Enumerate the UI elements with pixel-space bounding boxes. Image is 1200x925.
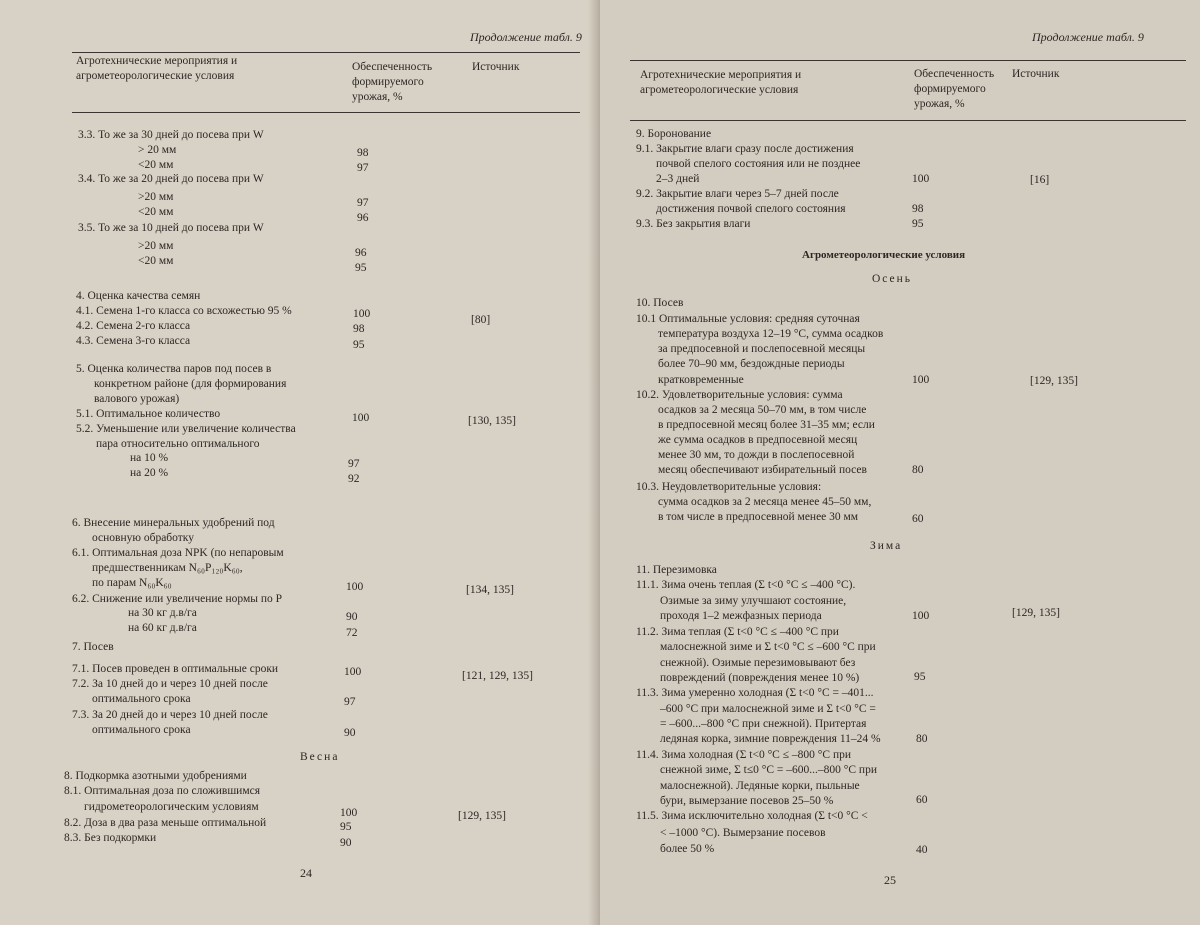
row-value: 95 xyxy=(914,671,926,683)
row-label: почвой спелого состояния или не позднее xyxy=(656,158,861,170)
row-label: 8. Подкормка азотными удобрениями xyxy=(64,770,247,782)
row-label: 9.3. Без закрытия влаги xyxy=(636,218,751,230)
row-label: 4.1. Семена 1-го класса со всхожестью 95 % xyxy=(76,305,292,317)
row-label: 7.2. За 10 дней до и через 10 дней после xyxy=(72,678,268,690)
header-col3: Источник xyxy=(1012,68,1060,80)
header-col1: Агротехнические мероприятия и агрометеорологические условия xyxy=(76,55,238,82)
row-label: 4.2. Семена 2-го класса xyxy=(76,320,191,332)
row-label: 11.1. Зима очень теплая (Σ t<0 °С ≤ –400 °С). xyxy=(636,579,856,591)
row-label: кратковременные xyxy=(658,374,744,386)
header-bottom-rule xyxy=(72,112,580,113)
row-value: 95 xyxy=(353,339,365,351)
row-label: в том числе в предпосевной менее 30 мм xyxy=(658,511,859,523)
row-label: оптимального срока xyxy=(92,693,191,705)
row-label: более 70–90 мм, бездождные периоды xyxy=(658,358,845,370)
row-label: 2–3 дней xyxy=(656,173,700,185)
row-label: 8.2. Доза в два раза меньше оптимальной xyxy=(64,817,267,829)
row-label: 6.2. Снижение или увеличение нормы по P xyxy=(72,593,283,605)
row-source: [129, 135] xyxy=(1030,375,1078,387)
row-label: на 20 % xyxy=(130,467,169,479)
row-label: ледяная корка, зимние повреждения 11–24 % xyxy=(660,733,881,745)
row-source: [134, 135] xyxy=(466,584,514,596)
row-value: 95 xyxy=(912,218,924,230)
row-label: 9. Боронование xyxy=(636,128,712,140)
row-source: [16] xyxy=(1030,174,1050,186)
page-number: 25 xyxy=(884,873,896,887)
row-label: 10.3. Неудовлетворительные условия: xyxy=(636,481,822,493)
row-label: валового урожая) xyxy=(94,393,180,405)
row-value: 98 xyxy=(353,323,365,335)
row-label: >20 мм xyxy=(138,191,174,203)
row-source: [129, 135] xyxy=(1012,607,1060,619)
row-label: конкретном районе (для формирования xyxy=(94,378,287,390)
section-winter: Зима xyxy=(870,540,903,552)
row-label: на 10 % xyxy=(130,452,169,464)
row-label: малоснежной). Ледяные корки, пыльные xyxy=(660,780,860,792)
row-value: 72 xyxy=(346,627,358,639)
row-value: 100 xyxy=(353,308,371,320)
row-label: же сумма осадков в предпосевной месяц xyxy=(658,434,858,446)
row-value: 97 xyxy=(357,197,369,209)
row-label: за предпосевной и послепосевной месяцы xyxy=(658,343,866,355)
header-col2: Обеспеченность формируемого урожая, % xyxy=(352,61,433,103)
row-value: 90 xyxy=(346,611,358,623)
row-value: 96 xyxy=(355,247,367,259)
row-value: 97 xyxy=(348,458,360,470)
row-label: гидрометеорологическим условиям xyxy=(84,801,259,813)
row-label: 7.3. За 20 дней до и через 10 дней после xyxy=(72,709,268,721)
row-value: 98 xyxy=(357,147,369,159)
header-top-rule xyxy=(630,60,1186,61)
page-number: 24 xyxy=(300,866,312,880)
row-value: 100 xyxy=(912,610,930,622)
row-label: снежной). Озимые перезимовывают без xyxy=(660,657,856,669)
row-value: 60 xyxy=(912,513,924,525)
row-value: 100 xyxy=(912,173,930,185)
row-label: 9.2. Закрытие влаги через 5–7 дней после xyxy=(636,188,839,200)
row-value: 100 xyxy=(340,807,358,819)
header-top-rule xyxy=(72,52,580,53)
row-label: менее 30 мм, то дожди в послепосевной xyxy=(658,449,855,461)
row-value: 97 xyxy=(344,696,356,708)
row-label: > 20 мм xyxy=(138,144,177,156)
row-source: [80] xyxy=(471,314,491,326)
row-label: < –1000 °С). Вымерзание посевов xyxy=(660,827,826,839)
row-label: 8.1. Оптимальная доза по сложившимся xyxy=(64,785,260,797)
row-label: 4. Оценка качества семян xyxy=(76,290,201,302)
row-label: сумма осадков за 2 месяца менее 45–50 мм, xyxy=(658,496,872,508)
row-label: предшественникам N₆₀P₁₂₀K₆₀, xyxy=(92,562,243,574)
row-value: 60 xyxy=(916,794,928,806)
section-spring: Весна xyxy=(300,751,340,763)
row-value: 97 xyxy=(357,162,369,174)
row-label: бури, вымерзание посевов 25–50 % xyxy=(660,795,834,807)
row-label: 11. Перезимовка xyxy=(636,564,717,576)
row-label: 5.2. Уменьшение или увеличение количества xyxy=(76,423,296,435)
row-label: 11.3. Зима умеренно холодная (Σ t<0 °С = –401... xyxy=(636,687,874,699)
row-label: 11.4. Зима холодная (Σ t<0 °С ≤ –800 °С при xyxy=(636,749,851,761)
row-value: 90 xyxy=(340,837,352,849)
row-label: Озимые за зиму улучшают состояние, xyxy=(660,595,847,607)
row-label: оптимального срока xyxy=(92,724,191,736)
row-label: <20 мм xyxy=(138,255,174,267)
row-value: 40 xyxy=(916,844,928,856)
row-label: 5. Оценка количества паров под посев в xyxy=(76,363,272,375)
row-label: 4.3. Семена 3-го класса xyxy=(76,335,191,347)
row-label: 3.5. То же за 10 дней до посева при W xyxy=(78,222,264,234)
row-value: 90 xyxy=(344,727,356,739)
row-value: 95 xyxy=(340,821,352,833)
row-label: снежной зиме, Σ t≤0 °С = –600...–800 °С при xyxy=(660,764,877,776)
row-label: 6. Внесение минеральных удобрений под xyxy=(72,517,275,529)
row-label: 6.1. Оптимальная доза NPK (по непаровым xyxy=(72,547,284,559)
row-value: 92 xyxy=(348,473,360,485)
row-label: 10. Посев xyxy=(636,297,684,309)
row-label: проходя 1–2 межфазных периода xyxy=(660,610,822,622)
row-label: 3.3. То же за 30 дней до посева при W xyxy=(78,129,264,141)
section-title: Агрометеорологические условия xyxy=(802,249,966,261)
continuation-label: Продолжение табл. 9 xyxy=(1032,30,1144,44)
right-page xyxy=(600,0,1200,925)
row-label: осадков за 2 месяца 50–70 мм, в том числе xyxy=(658,404,867,416)
row-label: >20 мм xyxy=(138,240,174,252)
row-label: = –600...–800 °С при снежной). Притертая xyxy=(660,718,867,730)
row-label: температура воздуха 12–19 °С, сумма осадков xyxy=(658,328,884,340)
row-source: [130, 135] xyxy=(468,415,516,427)
header-col2: Обеспеченность формируемого урожая, % xyxy=(914,68,995,110)
row-label: 7.1. Посев проведен в оптимальные сроки xyxy=(72,663,279,675)
header-col1: Агротехнические мероприятия и агрометеорологические условия xyxy=(640,69,802,96)
row-label: <20 мм xyxy=(138,159,174,171)
row-label: малоснежной зиме и Σ t<0 °С ≤ –600 °С при xyxy=(660,641,876,653)
row-label: пара относительно оптимального xyxy=(96,438,260,450)
row-label: более 50 % xyxy=(660,843,715,855)
row-value: 95 xyxy=(355,262,367,274)
row-value: 96 xyxy=(357,212,369,224)
row-label: на 60 кг д.в/га xyxy=(128,622,197,634)
row-value: 80 xyxy=(912,464,924,476)
row-value: 100 xyxy=(346,581,364,593)
row-label: 10.1 Оптимальные условия: средняя суточная xyxy=(636,313,860,325)
row-source: [129, 135] xyxy=(458,810,506,822)
row-label: 7. Посев xyxy=(72,641,114,653)
row-value: 80 xyxy=(916,733,928,745)
row-label: месяц обеспечивают избирательный посев xyxy=(658,464,867,476)
row-value: 100 xyxy=(344,666,362,678)
row-value: 100 xyxy=(912,374,930,386)
section-autumn: Осень xyxy=(872,273,913,285)
row-label: 9.1. Закрытие влаги сразу после достижения xyxy=(636,143,854,155)
row-label: 11.2. Зима теплая (Σ t<0 °С ≤ –400 °С при xyxy=(636,626,839,638)
row-source: [121, 129, 135] xyxy=(462,670,533,682)
row-label: 11.5. Зима исключительно холодная (Σ t<0 °С < xyxy=(636,810,868,822)
row-label: по парам N₆₀K₆₀ xyxy=(92,577,172,589)
row-label: <20 мм xyxy=(138,206,174,218)
row-label: основную обработку xyxy=(92,532,194,544)
row-label: –600 °С при малоснежной зиме и Σ t<0 °С = xyxy=(660,703,876,715)
continuation-label: Продолжение табл. 9 xyxy=(470,30,582,44)
row-value: 100 xyxy=(352,412,370,424)
row-label: в предпосевной месяц более 31–35 мм; если xyxy=(658,419,875,431)
row-label: 5.1. Оптимальное количество xyxy=(76,408,221,420)
row-label: повреждений (повреждения менее 10 %) xyxy=(660,672,860,684)
row-label: 10.2. Удовлетворительные условия: сумма xyxy=(636,389,843,401)
row-label: 8.3. Без подкормки xyxy=(64,832,157,844)
row-value: 98 xyxy=(912,203,924,215)
row-label: достижения почвой спелого состояния xyxy=(656,203,846,215)
row-label: на 30 кг д.в/га xyxy=(128,607,197,619)
header-col3: Источник xyxy=(472,61,520,73)
header-bottom-rule xyxy=(630,120,1186,121)
row-label: 3.4. То же за 20 дней до посева при W xyxy=(78,173,264,185)
